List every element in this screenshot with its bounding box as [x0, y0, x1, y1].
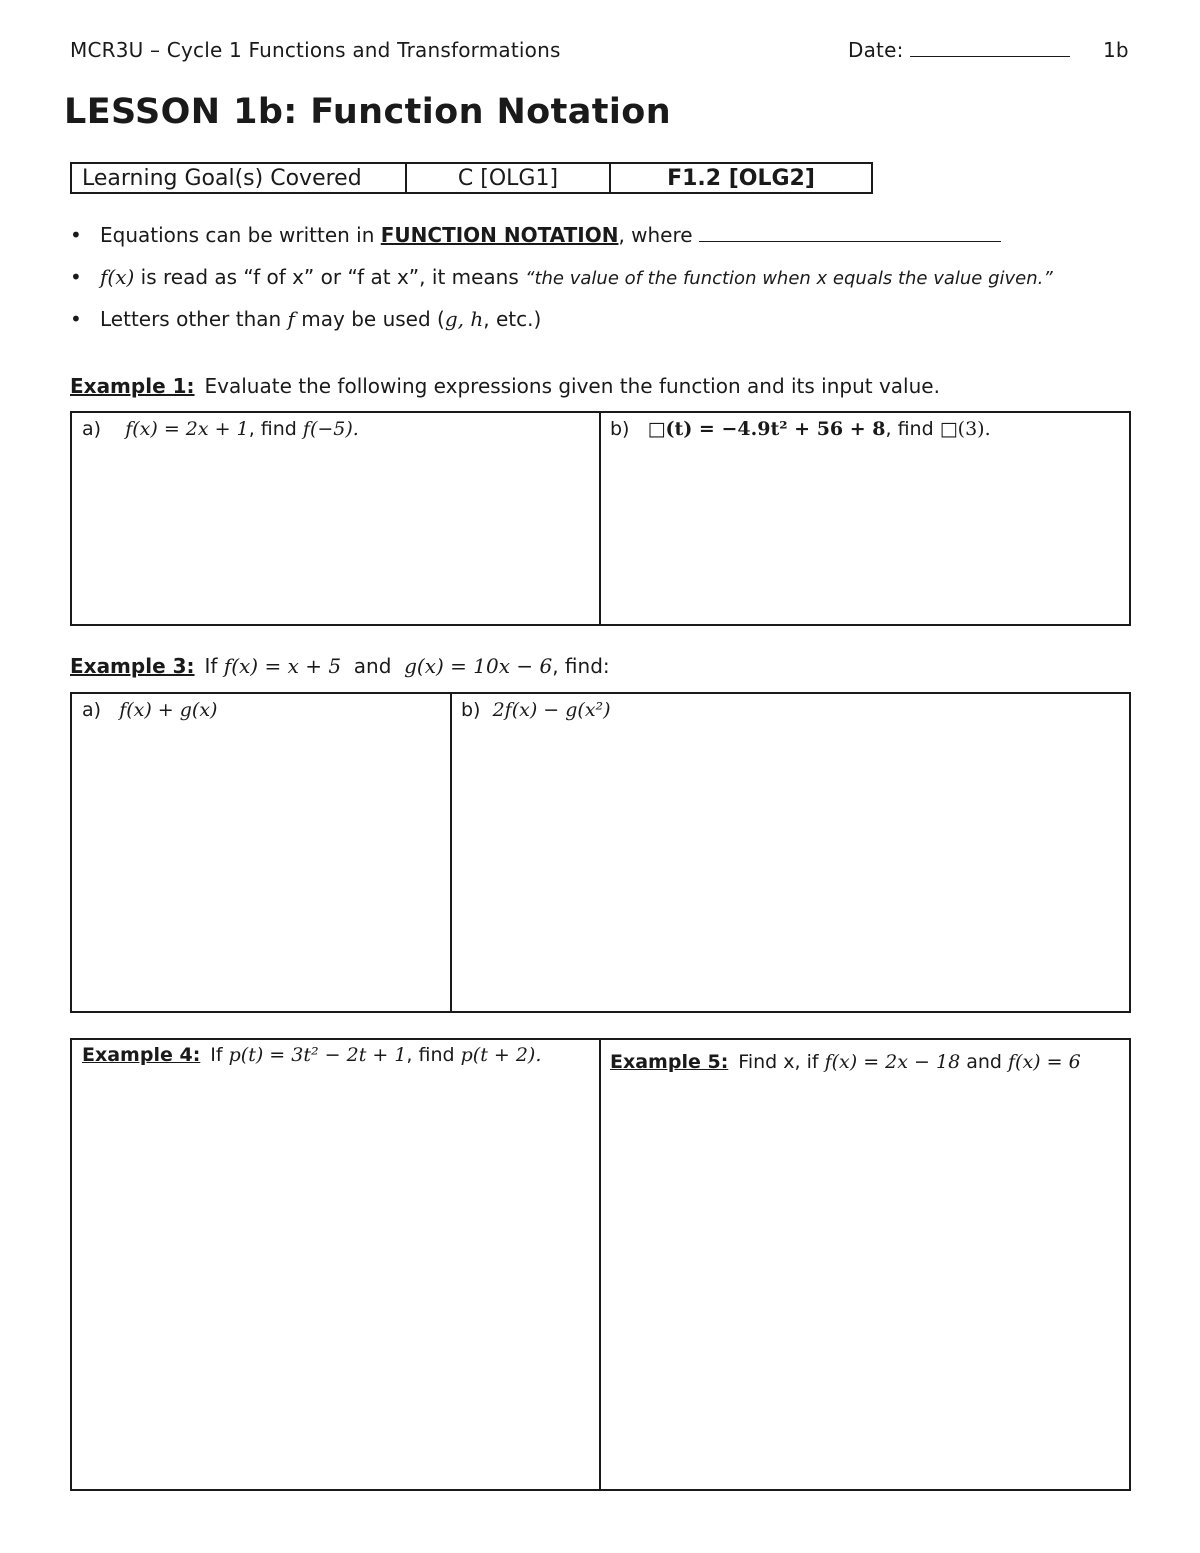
- example-1-label: Example 1:: [70, 374, 195, 398]
- example-5-label: Example 5:: [610, 1051, 729, 1073]
- example-1a[interactable]: a) f(x) = 2x + 1, find f(−5).: [82, 418, 359, 440]
- definition-blank[interactable]: [699, 223, 1001, 242]
- learning-goals-label: Learning Goal(s) Covered: [71, 163, 406, 193]
- example-3-label: Example 3:: [70, 654, 195, 678]
- example-1-instructions: Evaluate the following expressions given the function and its input value.: [204, 374, 940, 398]
- date-field: [848, 38, 1070, 62]
- notes-list: [70, 220, 1053, 346]
- example-3-box: [70, 692, 1131, 1013]
- example-3-heading: Example 3: If f(x) = x + 5 and g(x) = 10x − 6, find:: [70, 654, 610, 678]
- divider: [599, 1040, 601, 1489]
- example-4[interactable]: Example 4: If p(t) = 3t² − 2t + 1, find p(t + 2).: [82, 1044, 542, 1066]
- page-code: 1b: [1103, 38, 1129, 62]
- example-4-5-box: [70, 1038, 1131, 1491]
- lesson-title: LESSON 1b: Function Notation: [64, 92, 672, 132]
- function-notation-term: FUNCTION NOTATION: [380, 223, 619, 247]
- example-3b[interactable]: b) 2f(x) − g(x²): [461, 699, 611, 721]
- meaning-quote: “the value of the function when x equals the value given.”: [525, 268, 1053, 289]
- example-1b[interactable]: b) □(t) = −4.9t² + 56 + 8, find □(3).: [610, 418, 991, 440]
- bullet-read-as: • f(x) is read as “f of x” or “f at x”, it means “the value of the function when x equals the value given.”: [70, 262, 1053, 304]
- divider: [450, 694, 452, 1011]
- example-1-heading: [70, 374, 940, 398]
- learning-goals-table: [70, 162, 873, 194]
- course-header: MCR3U – Cycle 1 Functions and Transformations: [70, 38, 561, 62]
- bullet-function-notation: • Equations can be written in FUNCTION NOTATION, where: [70, 220, 1053, 262]
- divider: [599, 413, 601, 624]
- bullet-other-letters: • Letters other than f may be used (g, h, etc.): [70, 304, 1053, 346]
- example-4-label: Example 4:: [82, 1044, 201, 1066]
- learning-goal-c: C [OLG1]: [406, 163, 610, 193]
- learning-goal-f12: F1.2 [OLG2]: [610, 163, 872, 193]
- date-label: Date:: [848, 38, 904, 62]
- date-blank[interactable]: [910, 40, 1070, 57]
- example-1-box: [70, 411, 1131, 626]
- example-5[interactable]: Example 5: Find x, if f(x) = 2x − 18 and f(x) = 6: [610, 1051, 1081, 1073]
- example-3a[interactable]: a) f(x) + g(x): [82, 699, 218, 721]
